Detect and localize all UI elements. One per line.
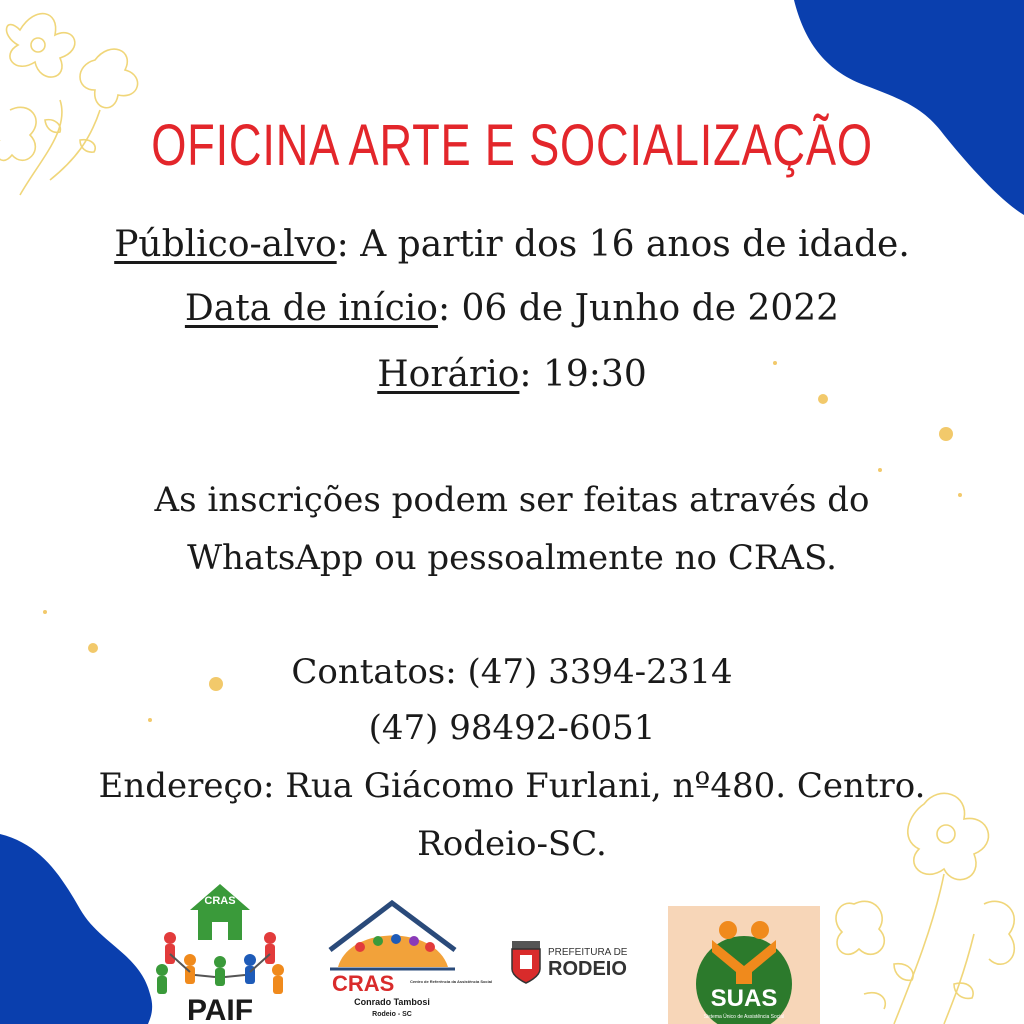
cras-logo-unit: Conrado Tambosi xyxy=(354,997,430,1007)
endereco-line-1: Endereço: Rua Giácomo Furlani, nº480. Centro. xyxy=(98,766,926,806)
contatos-line-2: (47) 98492-6051 xyxy=(368,708,656,748)
person-icon xyxy=(425,942,435,952)
suas-logo-desc: Sistema Único de Assistência Social xyxy=(703,1014,785,1020)
inscricoes-line-1: As inscrições podem ser feitas através do xyxy=(154,480,870,520)
data-inicio-value: : 06 de Junho de 2022 xyxy=(437,288,840,329)
people-circle-icon xyxy=(156,932,284,994)
person-icon xyxy=(409,936,419,946)
endereco-line-2: Rodeio-SC. xyxy=(417,824,607,864)
page-title: OFICINA ARTE E SOCIALIZAÇÃO xyxy=(151,113,873,178)
blue-blob-shape xyxy=(794,0,1024,215)
house-door xyxy=(212,922,228,940)
dot xyxy=(43,610,47,614)
dot xyxy=(878,468,882,472)
horario-value: : 19:30 xyxy=(519,354,647,395)
paif-logo xyxy=(150,880,290,1024)
blue-blob-top-right xyxy=(794,0,1024,215)
suas-logo xyxy=(668,906,820,1024)
rodeio-logo-line2: RODEIO xyxy=(548,958,627,980)
cras-logo xyxy=(320,895,493,1020)
inscricoes-line-2: WhatsApp ou pessoalmente no CRAS. xyxy=(187,538,837,578)
cras-logo-desc: Centro de Referência da Assistência Social xyxy=(410,979,493,984)
data-inicio-label: Data de início xyxy=(184,288,438,329)
paif-logo-text: PAIF xyxy=(186,994,254,1024)
contatos-line-1: Contatos: (47) 3394-2314 xyxy=(291,652,733,692)
horario-line xyxy=(0,353,1024,397)
cras-logo-name: CRAS xyxy=(332,971,395,996)
publico-alvo-line xyxy=(0,223,1024,267)
cras-logo-city: Rodeio - SC xyxy=(372,1011,412,1018)
city-crest-icon xyxy=(512,941,540,983)
rodeio-logo-line1: PREFEITURA DE xyxy=(548,947,628,958)
prefeitura-rodeio-logo xyxy=(508,935,638,987)
data-inicio-line xyxy=(0,287,1024,331)
suas-logo-text: SUAS xyxy=(710,985,778,1012)
publico-alvo-label: Público-alvo xyxy=(114,224,337,265)
horario-label: Horário xyxy=(377,354,520,395)
floral-decoration-bottom-right xyxy=(834,784,1024,1024)
paif-logo-top-text: CRAS xyxy=(204,895,236,907)
person-icon xyxy=(355,942,365,952)
person-icon xyxy=(373,936,383,946)
dot xyxy=(939,427,953,441)
publico-alvo-value: : A partir dos 16 anos de idade. xyxy=(336,224,910,265)
person-icon xyxy=(391,934,401,944)
